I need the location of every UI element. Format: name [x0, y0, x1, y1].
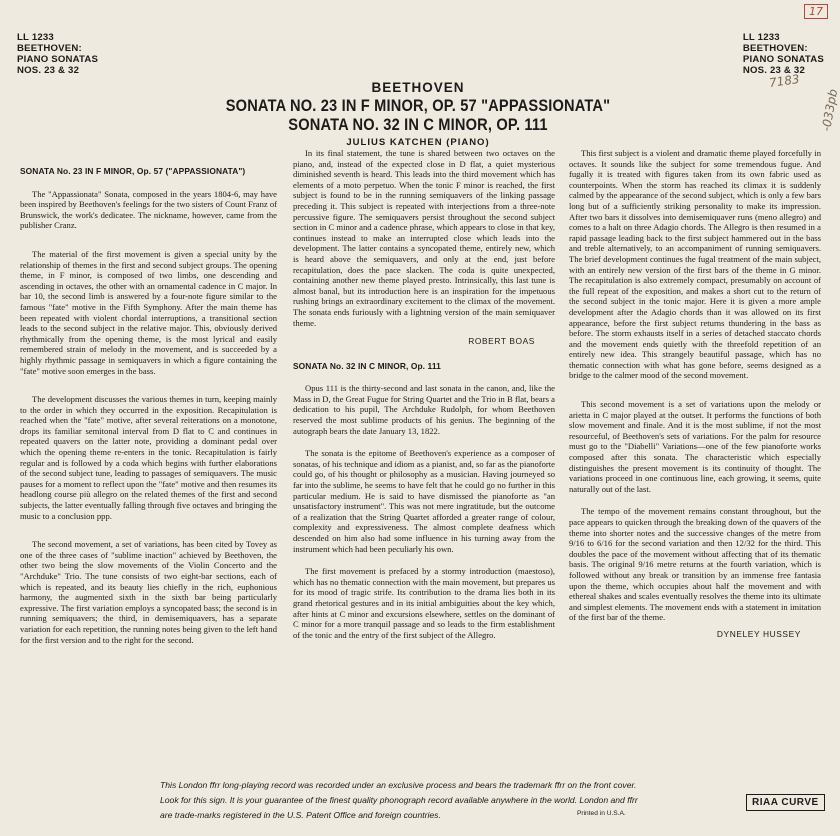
footer — [0, 780, 836, 836]
catalog-composer: BEETHOVEN: — [17, 43, 82, 54]
catalog-work: PIANO SONATAS — [742, 54, 824, 65]
section-heading: SONATA No. 23 IN F MINOR, Op. 57 ("APPASSIONATA") — [20, 166, 246, 176]
footer-line: Look for this sign. It is your guarantee of the finest quality phonograph record available anywhere in the world. London and ffrr — [160, 795, 638, 805]
section-heading: SONATA No. 32 IN C MINOR, Op. 111 — [293, 360, 441, 371]
catalog-composer: BEETHOVEN: — [742, 43, 808, 54]
printed-in-label: Printed in U.S.A. — [577, 810, 626, 817]
composer-name: BEETHOVEN — [371, 80, 465, 95]
handwritten-number-top: 17 — [804, 4, 828, 19]
riaa-curve-badge: RIAA CURVE — [746, 794, 825, 811]
notes-column-3 — [569, 148, 821, 654]
catalog-work: PIANO SONATAS — [17, 54, 99, 65]
catalog-number: LL 1233 — [17, 32, 54, 43]
paragraph: The sonata is the epitome of Beethoven's experience as a composer of sonatas, of his technique and idiom as a pianist, and, so far as the pianoforte could go, of his thought or philosophy as a musician. Having journeyed so far into the sublime, he seems to have felt that he could go no further in this particular medium. He is said to have dismissed the pianoforte as "an unsatisfactory instrument". This was not mere ingratitude, but the outcome of a realization that the String Quartet afforded a greater range of colour, complexity and expressiveness. The almost complete deafness which descended on him also had some influence in his turning away from the instrument which had been peculiarly his own. — [293, 448, 555, 554]
paragraph: The material of the first movement is given a special unity by the relationship of themes in the first and second subject groups. The opening theme, in F minor, is composed of two limbs, one descending and ascending in octaves, the other with an ornamental cadence in C major. In bar 10, the second limb is answered by a four-note figure similar to the famous "fate" motive in the Fifth Symphony. After the main theme has been repeated with violent chordal interruptions, a transitional section leads to the second subject in the relative major. This, obviously derived rhythmically from the opening theme, is the most lyrical and easily remembered strain of melody in the movement, and is succeeded by a highly rhythmic passage in semiquavers in which a figure containing the "fate" motive soon emerges in the bass. — [20, 248, 277, 376]
title-sonata-23: SONATA NO. 23 IN F MINOR, OP. 57 "APPASSIONATA" — [225, 96, 611, 115]
album-header — [0, 80, 836, 149]
paragraph: In its final statement, the tune is shared between two octaves on the piano, and, instead of the expected close in D flat, a quiet mysterious diminished seventh is heard. This leads into the third movement which has elements of a moto perpetuo. When the tonic F minor is reached, the first subject is found to be in the running semiquavers of the linking passage preceding it. This subject is repeated with interjections from a three-note percussive figure. The semiquavers persist throughout the second subject section in C minor and a cadence phrase, which appears to close in that key, continues instead to make an interrupted close which leads into the development. The latter contains a syncopated theme, entirely new, which is heard above the semiquavers, and only at the end, just before recapitulation, does the pace slacken. The coda is quite unexpected, containing another new theme played presto. Intrinsically, this last tune is almost banal, but its introduction here is an inspiration for the impetuous rushing brings an extraordinary excitement to the climax of the movement. The sonata ends furiously with a lightning version of the main semiquaver theme. — [293, 148, 555, 328]
paragraph: The first movement is prefaced by a stormy introduction (maestoso), which has no thematic connection with the main movement, but prepares us for its mood of tragic strife. Its contribution to the drama lies both in its grand rhetorical gestures and in its initial ambiguities about the key which, after hints at C minor and excursions elsewhere, settles on the dominant of C minor for a more tranquil passage and so leads to the firm establishment of the tonic and the entry of the first subject of the Allegro. — [293, 566, 555, 640]
handwritten-number-mid: 7183 — [768, 71, 801, 91]
paragraph: The "Appassionata" Sonata, composed in the years 1804-6, may have been inspired by Beethoven's feelings for the two sisters of Count Franz of Brunswick, the work's dedicatee. The nickname, however, came from the publisher Cranz. — [20, 188, 277, 231]
paragraph: Opus 111 is the thirty-second and last sonata in the canon, and, like the Mass in D, the Great Fugue for String Quartet and the Trio in B flat, bears a dedication to his pupil, The Archduke Rudolph, for whom Beethoven reserved the most sublime products of his genius. The beginning of the autograph bears the date January 13, 1822. — [293, 383, 555, 436]
catalog-number: LL 1233 — [742, 32, 780, 43]
catalog-label-right — [743, 32, 824, 76]
footer-line: This London ffrr long-playing record was recorded under an exclusive process and bears the trademark ffrr on the front cover. — [160, 780, 637, 790]
notes-column-2 — [293, 148, 555, 652]
title-sonata-32: SONATA NO. 32 IN C MINOR, OP. 111 — [288, 115, 548, 134]
author-signature: DYNELEY HUSSEY — [716, 628, 801, 639]
catalog-label-left — [17, 32, 98, 76]
paragraph: The second movement, a set of variations, has been cited by Tovey as one of the three cases of "sublime inaction" achieved by Beethoven, the other two being the slow movements of the Violin Concerto and the "Archduke" Trio. The tune consists of two eight-bar sections, each of which is repeated, and its beauty lies chiefly in the rich, euphonious harmony, the augmented sixth in the sixth bar being particularly expressive. The first variation employs a syncopated bass; the second is in running semiquavers; the third, in demisemiquavers, has a separate variation for each repetition, the running notes being given to the left hand for the first version and to the right for the second. — [20, 539, 277, 645]
catalog-numbers: NOS. 23 & 32 — [17, 65, 80, 76]
paragraph: This first subject is a violent and dramatic theme played forcefully in octaves. It sounds like the subject for some tremendous fugue. And fugally it is treated with figures taken from its own fabric used as counterpoints. When the storm has reached its climax it is suddenly calmed by the appearance of the second subject, which is only a few bars long but of a sufficiently striking personality to make its impression. After two bars it dissolves into demisemiquaver runs (meno allegro) and comes to a halt on three Adagio chords. The Allegro is then resumed in a rapid passage leading back to the first subject hammered out in the bass and treble alternatively, to an accompaniment of running semiquavers. The brief development continues the fugal treatment of the main subject, with an entirely new version of the first bars of the theme in G minor. The recapitulation is also extremely compact, presumably on account of the full repeat of the exposition, and makes a short cut to the return of the second subject in the tonic major. Here it is given a more ample development after the Adagio chords than it was allowed on its first appearance, before the first subject returns thundering in the bass as before. The storm exhausts itself in a series of detached staccato chords and the movement ends quietly with the threefold repetition of an entirely new idea. This strangely beautiful passage, which has no thematic connection with what has gone before, seems designed as a bridge to the calmer mood of the second movement. — [569, 148, 821, 381]
footer-line: are trade-marks registered in the U.S. Patent Office and foreign countries. — [160, 810, 441, 820]
notes-column-1 — [20, 158, 277, 663]
paragraph: The development discusses the various themes in turn, keeping mainly to the order in which they occurred in the exposition. Recapitulation is reached when the "fate" motive, after several reiterations on a monotone, drops its familiar semitonal interval from D flat to C and continues in repeated quavers on the latter note, providing a dominant pedal over which the opening theme re-enters in the tonic. Recapitulation is fairly regular and is followed by a coda which begins with further elaborations of the second subject tune, leading to passages of semiquavers. The music pauses for a moment to reflect upon the "fate" motive and then resumes its headlong course più allegro on the related themes of the first and second subjects, the latter eventually falling through five octaves and bringing the music to a conclusion ppp. — [20, 394, 277, 521]
performer-name: JULIUS KATCHEN (PIANO) — [346, 137, 490, 148]
author-signature: ROBERT BOAS — [468, 336, 535, 347]
paragraph: This second movement is a set of variations upon the melody or arietta in C major played at the outset. It performs the functions of both slow movement and finale. And it is the most sublime, if not the most resourceful, of Beethoven's sets of variations. For the palm for resource must go to the "Diabelli" Variations—one of the few pianoforte works composed after this sonata. The characteristic which especially distinguishes the present movement is its continuity of thought. The variations proceed in one continuous line, each growing, it seems, quite naturally out of the last. — [569, 399, 821, 494]
catalog-numbers: NOS. 23 & 32 — [742, 65, 805, 76]
paragraph: The tempo of the movement remains constant throughout, but the pace appears to quicken through the breaking down of the quavers of the theme into shorter notes and the successive changes of the metre from 9/16 to 6/16 for the second variation and then 12/32 for the third. This doubles the pace of the movement without affecting that of its thematic basis. The original 9/16 metre returns at the fourth variation, which is followed without any break or transition by an immense free fantasia upon the theme, which occupies about half the movement and with ethereal shakes and scales eventually resolves the theme into its ultimate and simplest elements. The movement ends with a statement in imitation of the first bar of the theme. — [569, 506, 821, 623]
handwritten-number-side: -033pb — [818, 88, 840, 133]
